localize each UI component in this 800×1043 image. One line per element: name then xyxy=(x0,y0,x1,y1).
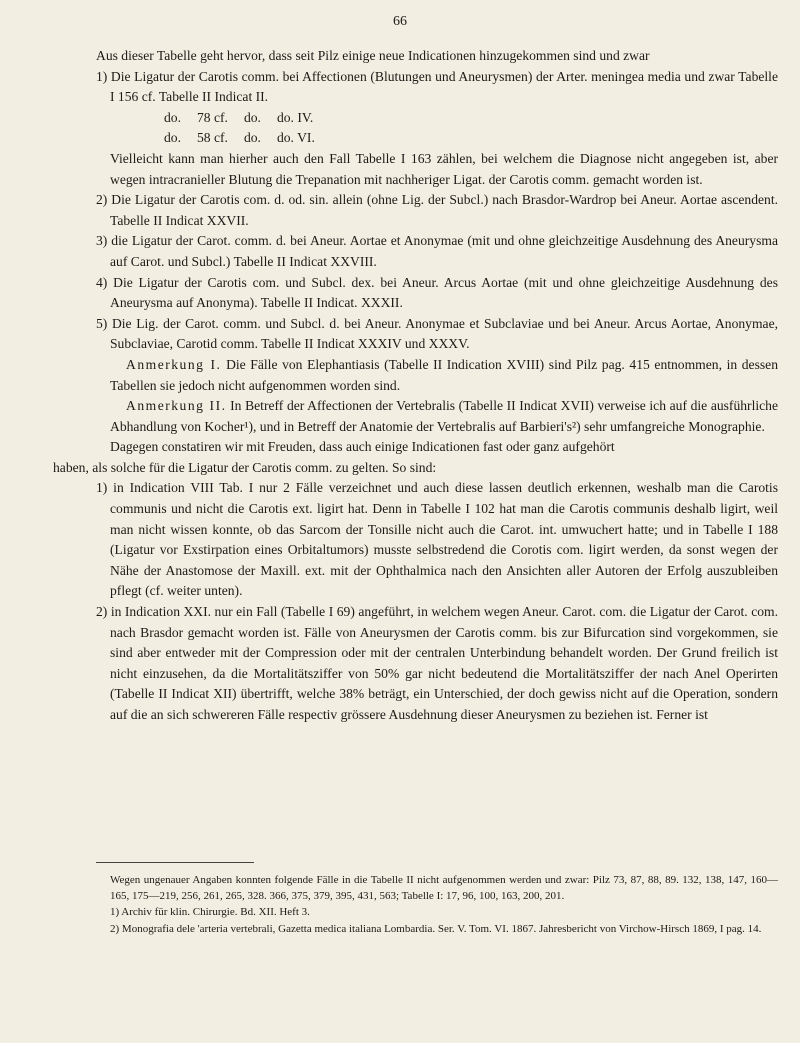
table-cell: do. IV. xyxy=(276,109,314,125)
table-row xyxy=(164,128,331,149)
table-cell: 58 cf. xyxy=(197,130,228,146)
footnotes xyxy=(96,872,778,937)
list-item: 2) in Indication XXI. nur ein Fall (Tabelle I 69) angeführt, in welchem wegen Aneur. Carot. com. die Ligatur der Carot. com. nach Brasdor gemacht worden ist. Fälle von Aneurysmen der Carotis comm. bis zur Bifurcation sind vorgekommen, sie sind aber entweder mit der Compression oder mit der centralen Unterbindung behandelt worden. Der Grund freilich ist nicht einzusehen, da die Mortalitätsziffer von 50% gar nicht bedeutend die Mortalitätsziffer der nach Anel Operirten (Tabelle II Indicat XII) übertrifft, welche 38% beträgt, ein Unterschied, der doch gewiss nicht auf die Operation, sondern auf die an sich schwereren Fälle respectiv grössere Ausdehnung dieser Aneurysmen zu beziehen ist. Ferner ist xyxy=(96,604,778,722)
footnote: 1) Archiv für klin. Chirurgie. Bd. XII. Heft 3. xyxy=(110,906,310,919)
table-cell: do. VI. xyxy=(276,130,315,146)
table-row xyxy=(164,108,331,129)
remark-text: In Betreff der Affectionen der Vertebralis (Tabelle II Indicat XVII) verweise ich auf die ausführliche Abhandlung von Kocher¹), und in Betreff der Anatomie der Vertebralis auf Barbieri's²) sehr umfangreiche Monographie. xyxy=(110,398,778,434)
remark-label: Anmerkung I. xyxy=(126,356,222,372)
list-item: 2) Die Ligatur der Carotis com. d. od. sin. allein (ohne Lig. der Subcl.) nach Brasdor-Wardrop bei Aneur. Aortae ascendent. Tabelle II Indicat XXVII. xyxy=(96,192,778,228)
list-item: 1) Die Ligatur der Carotis comm. bei Affectionen (Blutungen und Aneurysmen) der Arter. meningea media und zwar Tabelle I 156 cf. Tabelle II Indicat II. xyxy=(96,68,778,105)
list-item: 3) die Ligatur der Carot. comm. d. bei Aneur. Aortae et Anonymae (mit und ohne gleichzeitige Ausdehnung des Aneurysma auf Carot. und Subcl.) Tabelle II Indicat XXVIII. xyxy=(96,233,778,269)
footnote-divider xyxy=(96,862,254,863)
reference-table xyxy=(164,108,331,149)
table-cell: do. xyxy=(164,109,181,125)
table-cell: do. xyxy=(243,109,261,125)
page-number: 66 xyxy=(393,14,407,29)
table-cell: 78 cf. xyxy=(197,109,228,125)
list-item: 4) Die Ligatur der Carotis com. und Subcl. dex. bei Aneur. Arcus Aortae (mit und ohne gleichzeitige Ausdehnung des Aneurysma auf Anonyma). Tabelle II Indicat. XXXII. xyxy=(96,274,778,311)
table-cell: do. xyxy=(243,130,261,146)
table-cell: do. xyxy=(164,130,181,146)
footnote: Wegen ungenauer Angaben konnten folgende Fälle in die Tabelle II nicht aufgenommen werden und zwar: Pilz 73, 87, 88, 89. 132, 138, 147, 160—165, 175—219, 256, 261, 265, 328. 366, 375, 379, 395, 431, 563; Tabelle I: 17, 96, 100, 163, 200, 201. xyxy=(110,874,778,903)
main-text xyxy=(53,46,778,726)
remark-1 xyxy=(96,355,778,396)
remark-label: Anmerkung II. xyxy=(126,398,227,414)
list-item-continuation: Vielleicht kann man hierher auch den Fall Tabelle I 163 zählen, bei welchem die Diagnose nicht angegeben ist, aber wegen intracranieller Blutung die Trepanation mit nachheriger Ligat. der Carotis comm. gemacht worden ist. xyxy=(110,150,778,187)
list-item: 5) Die Lig. der Carot. comm. und Subcl. d. bei Aneur. Anonymae et Subclaviae und bei Aneur. Arcus Aortae, Anonymae, Subclaviae, Carotid comm. Tabelle II Indicat XXXIV und XXXV. xyxy=(96,315,778,352)
remark-text: Die Fälle von Elephantiasis (Tabelle II Indication XVIII) sind Pilz pag. 415 entnommen, in dessen Tabellen sie jedoch nicht aufgenommen worden sind. xyxy=(110,356,778,393)
intro-paragraph: Aus dieser Tabelle geht hervor, dass seit Pilz einige neue Indicationen hinzugekommen sind und zwar xyxy=(96,48,650,63)
paragraph-line: haben, als solche für die Ligatur der Carotis comm. zu gelten. So sind: xyxy=(53,459,437,475)
list-item: 1) in Indication VIII Tab. I nur 2 Fälle verzeichnet und auch diese lassen deutlich erkennen, weshalb man die Carotis communis und nicht die Carotis ext. ligirt hat. Denn in Tabelle I 102 hat man die Carotis communis deshalb ligirt, weil man nicht wissen konnte, ob das Sarcom der Tonsille nicht auch die Carot. int. umwuchert hatte; und in Tabelle I 188 (Ligatur vor Exstirpation eines Orbitaltumors) musste selbstredend die Corotis com. ligirt werden, da sonst wegen der Nähe der Anastomose der Maxill. ext. mit der Ophthalmica nach den Ansichten aller Autoren der Erfolg auszubleiben pflegt (cf. weiter unten). xyxy=(96,480,778,599)
footnote: 2) Monografia dele 'arteria vertebrali, Gazetta medica italiana Lombardia. Ser. V. Tom. VI. 1867. Jahresbericht von Virchow-Hirsch 1869, I pag. 14. xyxy=(110,922,762,935)
paragraph-line: Dagegen constatiren wir mit Freuden, dass auch einige Indicationen fast oder ganz aufgehört xyxy=(110,439,615,455)
remark-2 xyxy=(96,396,778,437)
